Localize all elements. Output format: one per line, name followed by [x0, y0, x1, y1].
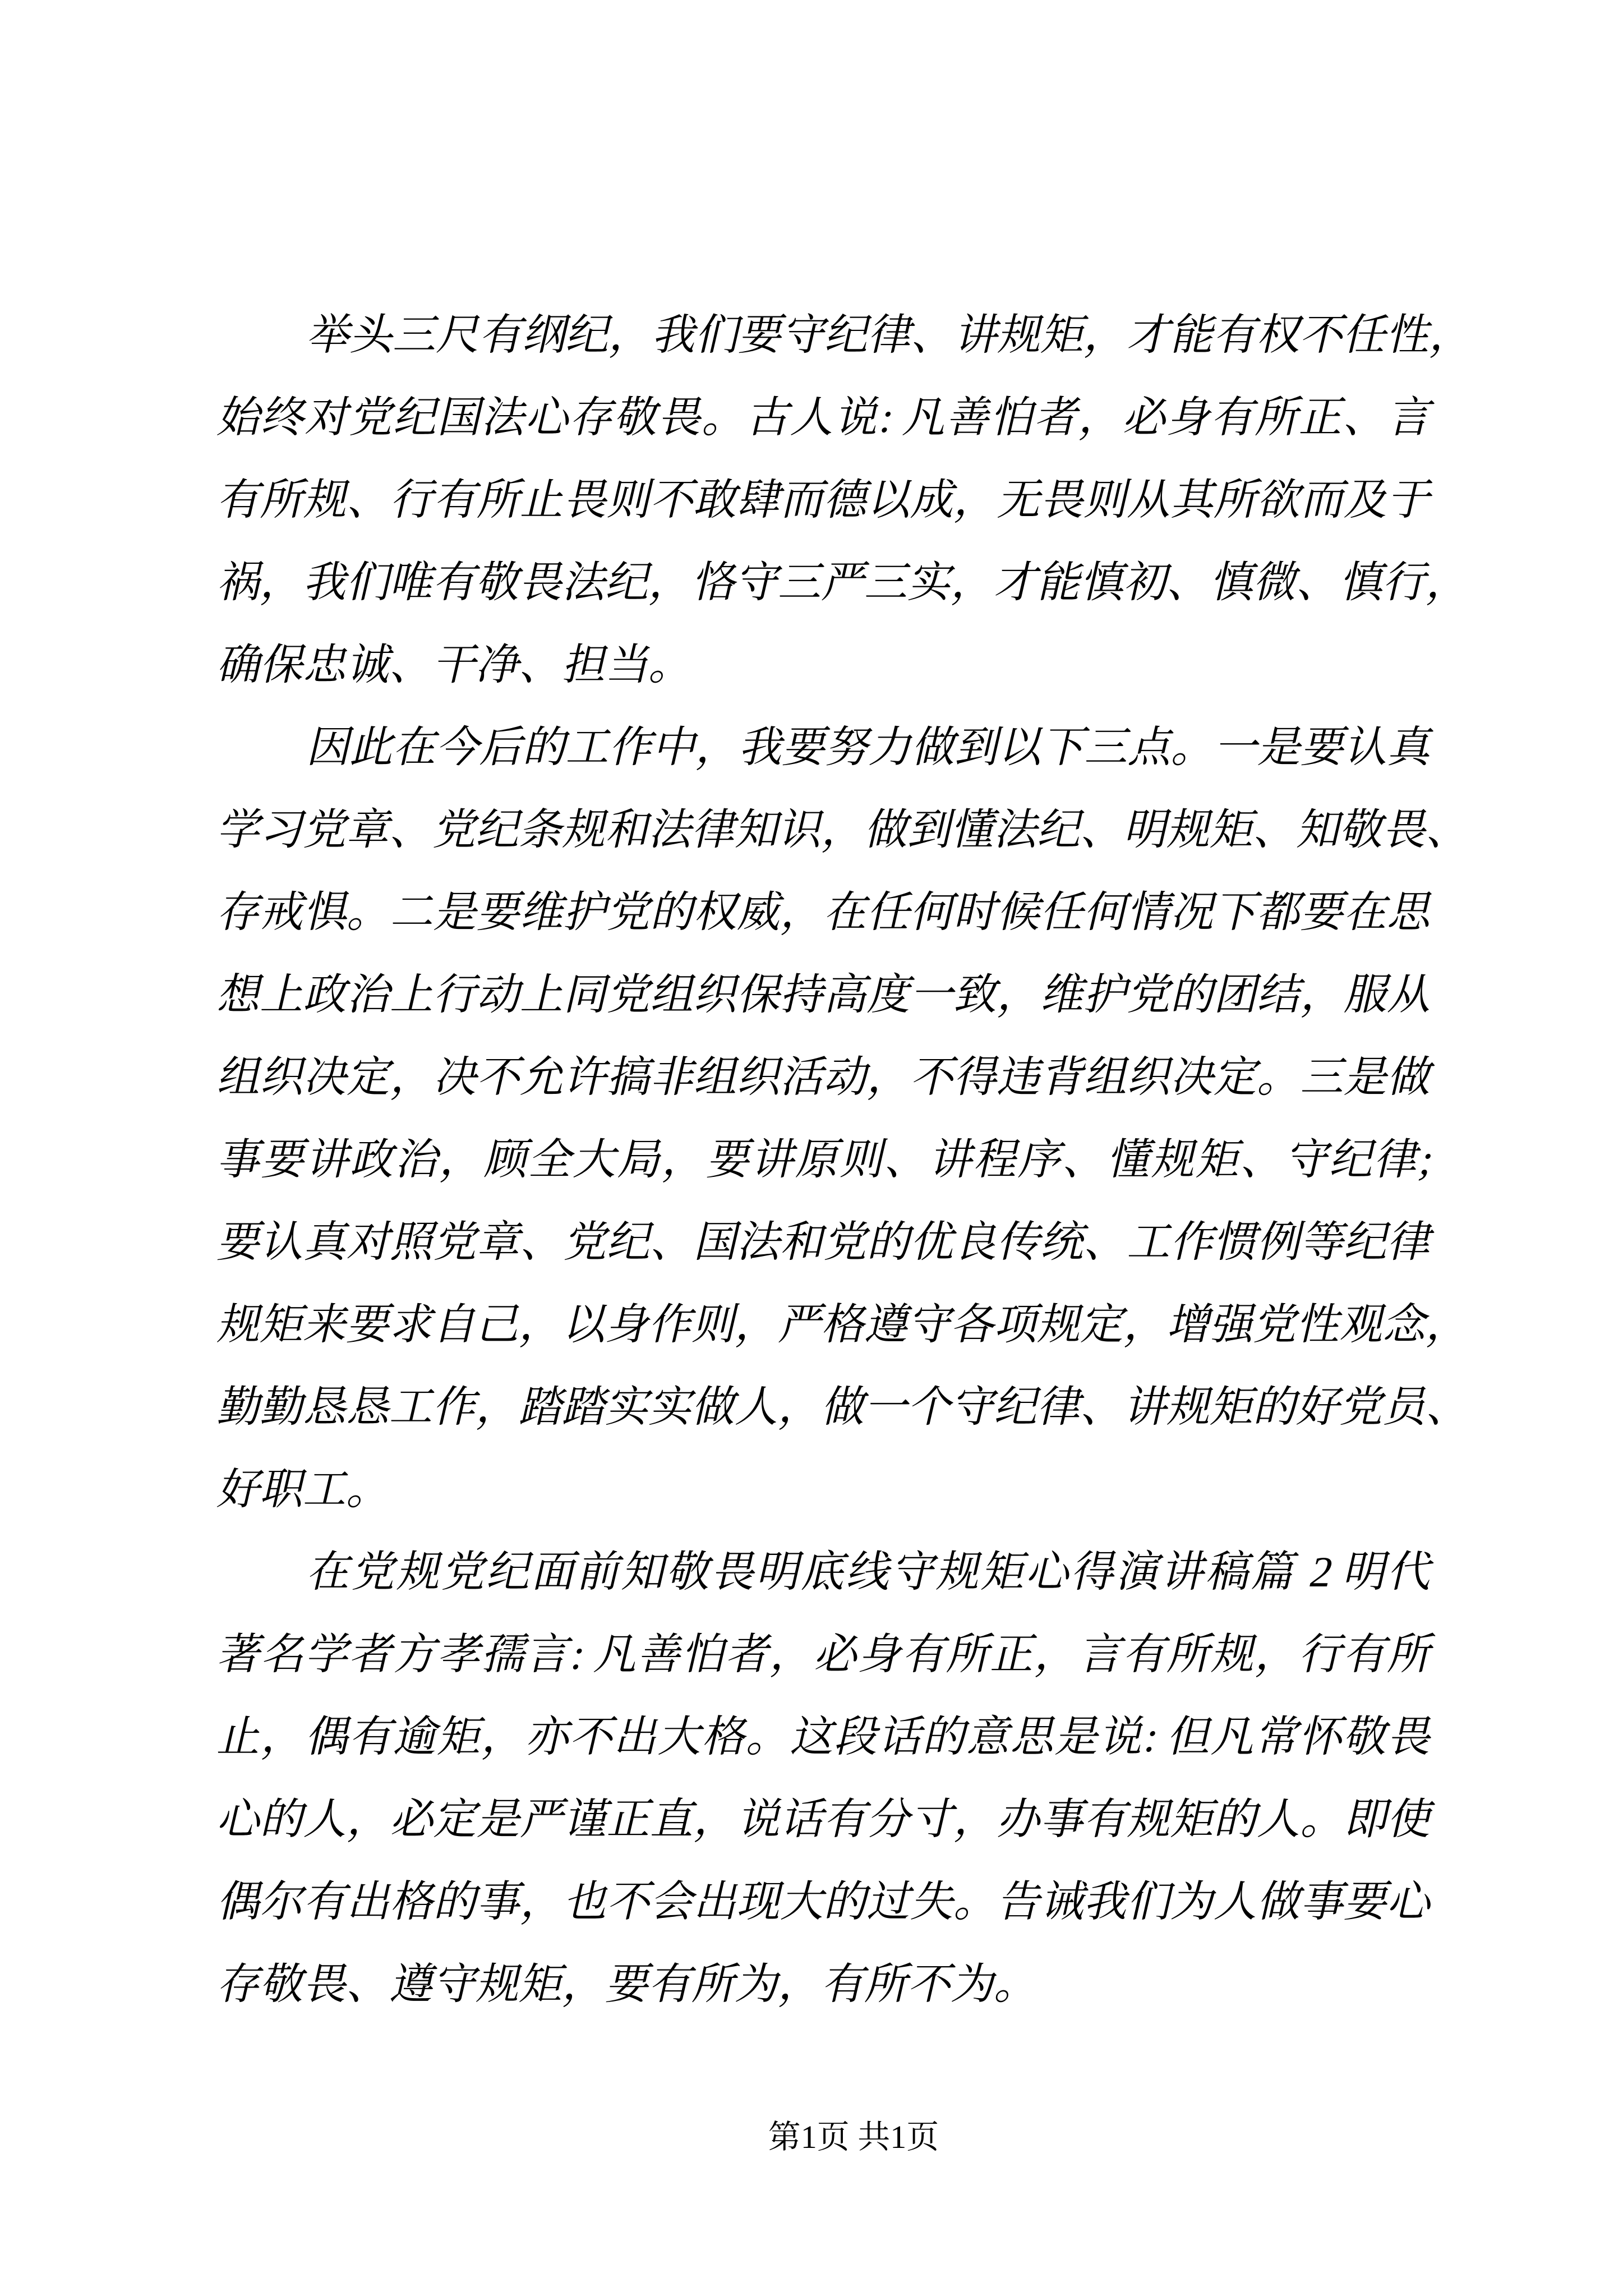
- text-line: 存敬畏、遵守规矩，要有所为，有所不为。: [214, 1960, 1046, 2008]
- text-line: 祸，我们唯有敬畏法纪，恪守三严三实，才能慎初、慎微、慎行，: [214, 558, 1478, 606]
- text-line: 要认真对照党章、党纪、国法和党的优良传统、工作惯例等纪律: [214, 1218, 1439, 1266]
- text-line: 有所规、行有所止畏则不敢肆而德以成，无畏则从其所欲而及于: [214, 476, 1439, 524]
- document-body: [214, 294, 1481, 2026]
- text-line: 想上政治上行动上同党组织保持高度一致，维护党的团结，服从: [214, 970, 1439, 1019]
- text-line: 存戒惧。二是要维护党的权威，在任何时候任何情况下都要在思: [214, 888, 1439, 936]
- text-line: 学习党章、党纪条规和法律知识，做到懂法纪、明规矩、知敬畏、: [214, 806, 1478, 854]
- text-line: 在党规党纪面前知敬畏明底线守规矩心得演讲稿篇 2 明代: [303, 1548, 1439, 1596]
- text-line: 举头三尺有纲纪，我们要守纪律、讲规矩，才能有权不任性，: [303, 311, 1481, 359]
- page-footer: [768, 2109, 939, 2165]
- text-line: 规矩来要求自己，以身作则，严格遵守各项规定，增强党性观念，: [214, 1300, 1478, 1349]
- paragraph-2: [214, 706, 1478, 1531]
- text-line: 心的人，必定是严谨正直，说话有分寸，办事有规矩的人。即使: [214, 1795, 1439, 1843]
- text-line: 偶尔有出格的事，也不会出现大的过失。告诫我们为人做事要心: [214, 1878, 1439, 1926]
- page-number-indicator: 第1页 共1页: [768, 2119, 939, 2155]
- paragraph-3: [214, 1531, 1439, 2026]
- text-line: 止，偶有逾矩，亦不出大格。这段话的意思是说: 但凡常怀敬畏: [214, 1713, 1439, 1761]
- text-line: 勤勤恳恳工作，踏踏实实做人，做一个守纪律、讲规矩的好党员、: [214, 1383, 1478, 1431]
- text-line: 始终对党纪国法心存敬畏。古人说: 凡善怕者，必身有所正、言: [214, 393, 1439, 441]
- text-line: 组织决定，决不允许搞非组织活动，不得违背组织决定。三是做: [214, 1053, 1439, 1101]
- paragraph-1: [214, 294, 1481, 706]
- text-line: 因此在今后的工作中，我要努力做到以下三点。一是要认真: [303, 723, 1439, 771]
- text-line: 确保忠诚、干净、担当。: [214, 641, 700, 689]
- text-line: 事要讲政治，顾全大局，要讲原则、讲程序、懂规矩、守纪律;: [214, 1135, 1439, 1184]
- text-line: 著名学者方孝孺言: 凡善怕者，必身有所正，言有所规，行有所: [214, 1630, 1439, 1678]
- text-line: 好职工。: [214, 1465, 398, 1513]
